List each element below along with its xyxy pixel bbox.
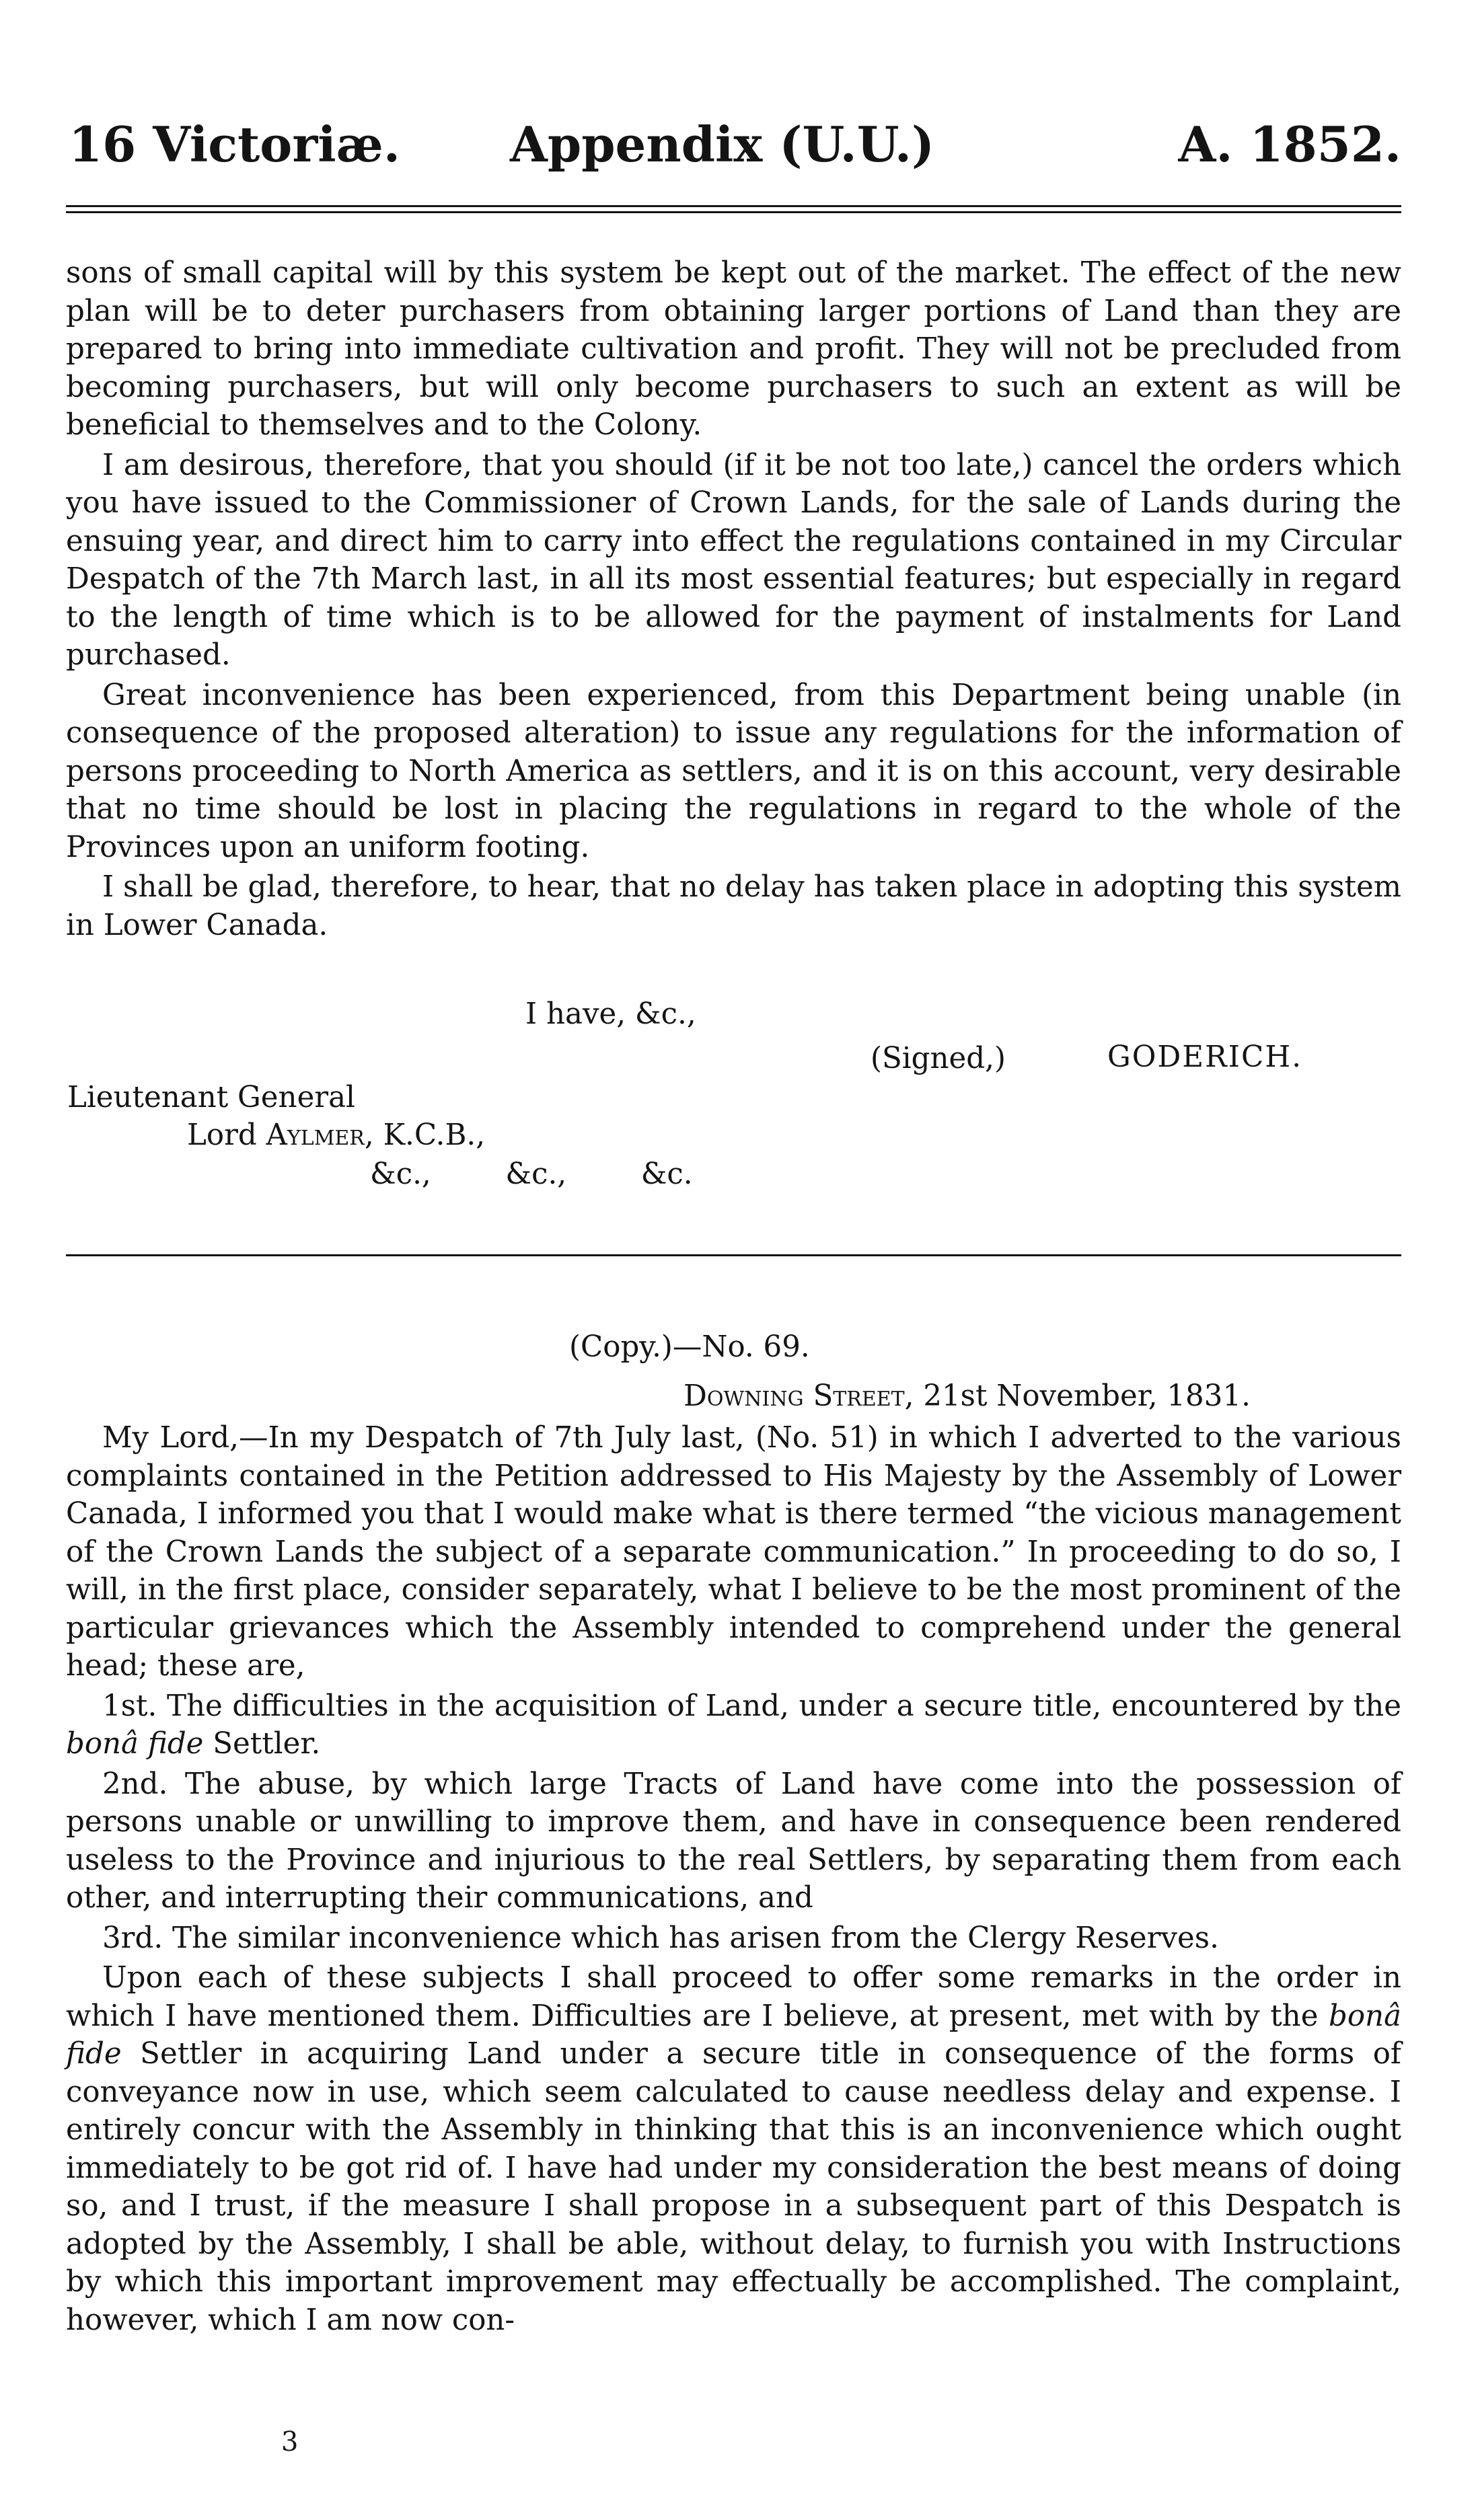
addressee-title: K.C.B., <box>383 1118 486 1152</box>
signed-label: (Signed,) <box>871 1042 1006 1075</box>
page-header <box>66 114 1401 175</box>
latin-term: bonâ fide <box>66 1999 1402 2071</box>
signer-name: GODERICH. <box>1107 1040 1303 1074</box>
addressee-etc: &c., &c., &c. <box>370 1157 693 1191</box>
letter-2-place: Downing Street, <box>683 1379 914 1413</box>
letter-2-body <box>66 1419 1401 2341</box>
grievance-item-3: 3rd. The similar inconvenience which has arisen from the Clergy Reserves. <box>102 1921 1219 1955</box>
letter-2-paragraph: Upon each of these subjects I shall proceed to offer some remarks in the order in which I have mentioned them. Difficulties are I believe, at present, met with by the bonâ fide Settler in acquiring Land under a secure title in consequence of the forms of conveyance now in use, which seem calculated to cause needless delay and expense. I entirely concur with the Assembly in thinking that this is an inconvenience which ought immediately to be got rid of. I have had under my consideration the best means of doing so, and I trust, if the measure I shall propose in a subsequent part of this Despatch is adopted by the Assembly, I shall be able, without delay, to furnish you with Instructions by which this important improvement may effectually be accomplished. The complaint, however, which I am now con- <box>66 1961 1402 2337</box>
addressee-lord: Lord <box>187 1118 257 1152</box>
header-appendix: Appendix (U.U.) <box>510 116 935 173</box>
header-year: A. 1852. <box>1178 116 1401 173</box>
latin-term: bonâ fide <box>66 1727 204 1761</box>
section-divider <box>66 1254 1401 1256</box>
letter-1-paragraph: Great inconvenience has been experienced, from this Department being unable (in consequence of the proposed alteration) to issue any regulations for the information of persons proceeding to North America as settlers, and it is on this account, very desirable that no time should be lost in placing the regulations in regard to the whole of the Provinces upon an uniform footing. <box>66 678 1401 864</box>
letter-2-heading: (Copy.)—No. 69. <box>569 1330 810 1364</box>
letter-1-body <box>66 254 1401 946</box>
addressee-rank: Lieutenant General <box>67 1081 355 1114</box>
grievance-item-1: 1st. The difficulties in the acquisition of Land, under a secure title, encountered by the bonâ fide Settler. <box>66 1689 1401 1761</box>
header-double-rule <box>66 205 1401 213</box>
letter-2-date: 21st November, 1831. <box>923 1379 1251 1413</box>
letter-1-paragraph: I am desirous, therefore, that you should (if it be not too late,) cancel the orders which you have issued to the Commissioner of Crown Lands, for the sale of Lands during the ensuing year, and direct him to carry into effect the regulations contained in my Circular Despatch of the 7th March last, in all its most essential features; but especially in regard to the length of time which is to be allowed for the payment of instalments for Land purchased. <box>66 448 1401 672</box>
addressee-name <box>187 1116 485 1154</box>
letter-2-dateline <box>683 1377 1251 1415</box>
page-number: 3 <box>281 2427 299 2457</box>
letter-1-closing: I have, &c., <box>525 997 696 1031</box>
letter-2-intro: My Lord,—In my Despatch of 7th July last, (No. 51) in which I adverted to the various complaints contained in the Petition addressed to His Majesty by the Assembly of Lower Canada, I informed you that I would make what is there termed “the vicious management of the Crown Lands the subject of a separate communication.” In proceeding to do so, I will, in the first place, consider separately, what I believe to be the most prominent of the particular grievances which the Assembly intended to comprehend under the general head; these are, <box>66 1421 1401 1683</box>
addressee-surname: Aylmer, <box>266 1118 374 1152</box>
document-page <box>66 0 1401 2520</box>
letter-1-paragraph: sons of small capital will by this system be kept out of the market. The effect of the new plan will be to deter purchasers from obtaining larger portions of Land than they are prepared to bring into immediate cultivation and profit. They will not be precluded from becoming purchasers, but will only become purchasers to such an extent as will be beneficial to themselves and to the Colony. <box>66 256 1401 442</box>
header-session: 16 Victoriæ. <box>69 116 400 173</box>
letter-1-paragraph: I shall be glad, therefore, to hear, that no delay has taken place in adopting this system in Lower Canada. <box>66 870 1401 942</box>
grievance-item-2: 2nd. The abuse, by which large Tracts of Land have come into the possession of persons unable or unwilling to improve them, and have in consequence been rendered useless to the Province and injurious to the real Settlers, by separating them from each other, and interrupting their communications, and <box>66 1767 1401 1915</box>
